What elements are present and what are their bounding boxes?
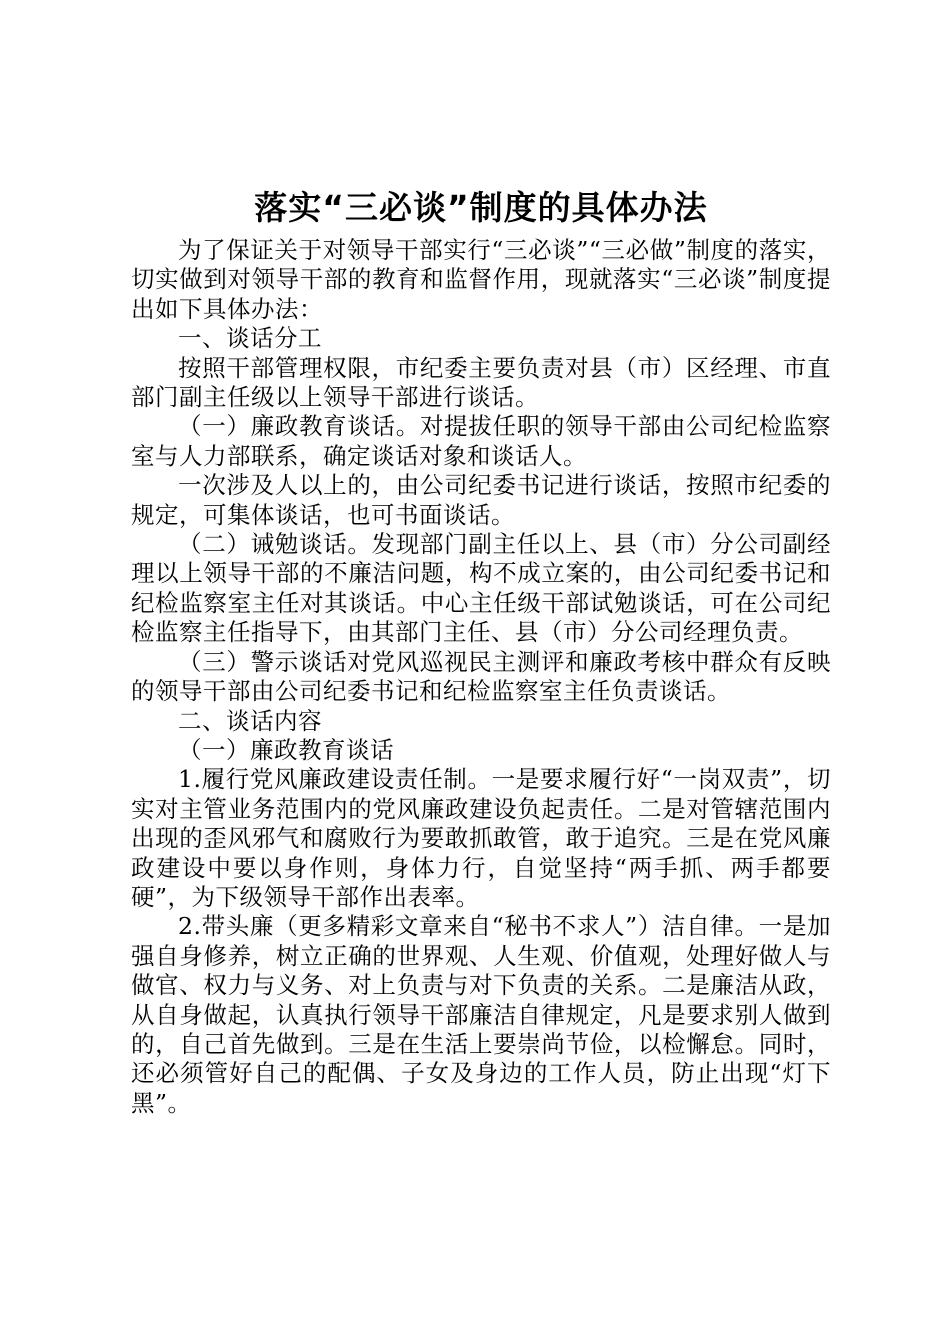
paragraph: 一次涉及人以上的，由公司纪委书记进行谈话，按照市纪委的规定，可集体谈话，也可书面谈话。 [131,471,831,529]
paragraph: 1.履行党风廉政建设责任制。一是要求履行好“一岗双责”，切实对主管业务范围内的党风廉政建设负起责任。二是对管辖范围内出现的歪风邪气和腐败行为要敢抓敢管，敢于追究。三是在党风廉政建设中要以身作则，身体力行，自觉坚持“两手抓、两手都要硬”，为下级领导干部作出表率。 [131,765,831,911]
subsection-heading: （一）廉政教育谈话 [178,735,394,764]
section-heading-2: 二、谈话内容 [178,706,322,735]
paragraph: （二）诫勉谈话。发现部门副主任以上、县（市）分公司副经理以上领导干部的不廉洁问题，构不成立案的，由公司纪委书记和纪检监察室主任对其谈话。中心主任级干部试勉谈话，可在公司纪检监察主任指导下，由其部门主任、县（市）分公司经理负责。 [131,530,831,647]
document-title: 落实“三必谈”制度的具体办法 [254,188,708,227]
paragraph: （一）廉政教育谈话。对提拔任职的领导干部由公司纪检监察室与人力部联系，确定谈话对象和谈话人。 [131,412,831,470]
document-page [131,182,831,1118]
paragraph: 按照干部管理权限，市纪委主要负责对县（市）区经理、市直部门副主任级以上领导干部进行谈话。 [131,353,831,412]
paragraph: 2.带头廉（更多精彩文章来自“秘书不求人”）洁自律。一是加强自身修养，树立正确的世界观、人生观、价值观，处理好做人与做官、权力与义务、对上负责与对下负责的关系。二是廉洁从政，从自身做起，认真执行领导干部廉洁自律规定，凡是要求别人做到的，自己首先做到。三是在生活上要崇尚节俭，以检懈怠。同时，还必须管好自己的配偶、子女及身边的工作人员，防止出现“灯下黑”。 [131,912,831,1117]
paragraph: （三）警示谈话对党风巡视民主测评和廉政考核中群众有反映的领导干部由公司纪委书记和纪检监察室主任负责谈话。 [131,647,831,706]
intro-paragraph: 为了保证关于对领导干部实行“三必谈”“三必做”制度的落实，切实做到对领导干部的教育和监督作用，现就落实“三必谈”制度提出如下具体办法： [131,236,831,323]
section-heading-1: 一、谈话分工 [178,324,322,353]
